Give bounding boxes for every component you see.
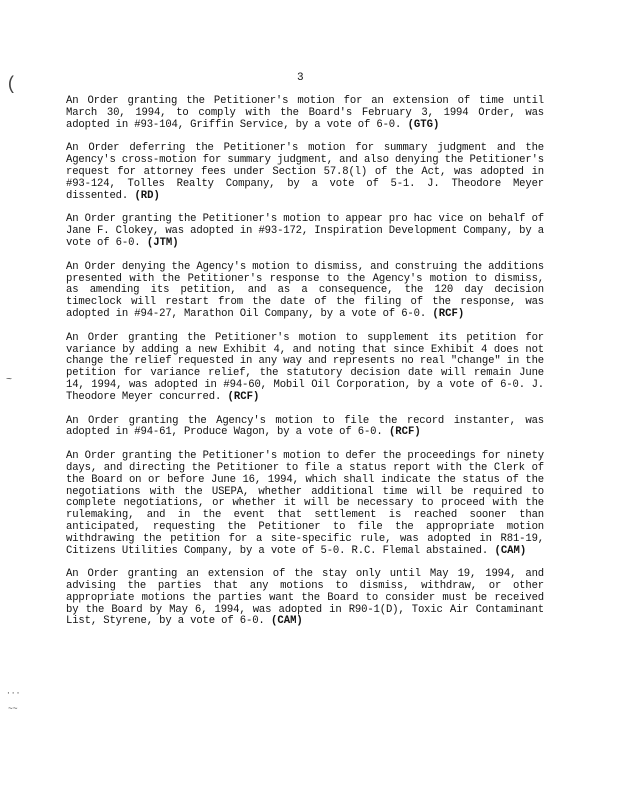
order-initials: (JTM) [146,236,179,249]
order-paragraph [66,416,544,440]
order-text: An Order deferring the Petitioner's motion for summary judgment and the Agency's cross-motion for summary judgment, and also denying the Petitioner's request for attorney fees under Section 57.8(l) of the Act, was adopted in #93-124, Tolles Realty Company, by a vote of 5-1. J. Theodore Meyer dissented. [66,142,544,202]
margin-mark-middle-left: ~ [6,375,13,386]
order-text: An Order granting the Agency's motion to file the record instanter, was adopted in #94-61, Produce Wagon, by a vote of 6-0. [66,414,544,439]
order-initials: (RD) [134,189,160,202]
order-initials: (RCF) [388,426,421,439]
order-initials: (RCF) [432,307,465,320]
order-paragraph [66,451,544,557]
order-text: An Order granting an extension of the stay only until May 19, 1994, and advising the parties that any motions to dismiss, withdraw, or other appropriate motions the parties want the Board to consider must be received by the Board by May 6, 1994, was adopted in R90-1(D), Toxic Air Contaminant List, Styrene, by a vote of 6-0. [66,568,544,628]
order-text: An Order granting the Petitioner's motion to defer the proceedings for ninety days, and directing the Petitioner to file a status report with the Clerk of the Board on or before June 16, 1994, which shall indicate the status of the negotiations with the USEPA, whether additional time will be required to complete negotiations, or whether it will be necessary to proceed with the rulemaking, and in the event that settlement is reached sooner than anticipated, requesting the Petitioner to file the appropriate motion withdrawing the petition for a site-specific rule, was adopted in R81-19, Citizens Utilities Company, by a vote of 5-0. R.C. Flemal abstained. [66,450,544,557]
order-paragraph [66,214,544,249]
order-text: An Order granting the Petitioner's motion to supplement its petition for variance by adding a new Exhibit 4, and noting that since Exhibit 4 does not change the relief requested in any way and represents no real "change" in the petition for variance relief, the statutory decision date will remain June 14, 1994, was adopted in #94-60, Mobil Oil Corporation, by a vote of 6-0. J. Theodore Meyer concurred. [66,331,544,403]
margin-mark-bottom-left-2: ~~ [8,705,18,714]
orders-list [66,96,544,640]
page-number: 3 [297,72,304,84]
order-text: An Order granting the Petitioner's motion for an extension of time until March 30, 1994, to comply with the Board's February 3, 1994 Order, was adopted in #93-104, Griffin Service, by a vote of 6-0. [66,95,544,131]
order-paragraph [66,96,544,131]
order-paragraph [66,333,544,404]
margin-mark-bottom-left: ··· [6,689,21,698]
margin-mark-top-left: ( [6,75,17,95]
order-initials: (CAM) [271,615,303,628]
order-text: An Order granting the Petitioner's motion to appear pro hac vice on behalf of Jane F. Clokey, was adopted in #93-172, Inspiration Development Company, by a vote of 6-0. [66,213,544,249]
order-paragraph [66,569,544,628]
order-initials: (GTG) [407,118,440,131]
order-initials: (RCF) [227,390,260,403]
order-paragraph [66,143,544,202]
order-paragraph [66,262,544,321]
order-initials: (CAM) [494,544,527,557]
order-text: An Order denying the Agency's motion to dismiss, and construing the additions presented with the Petitioner's response to the Agency's motion to dismiss, as amending its petition, and as a consequence, the 120 day decision timeclock will restart from the date of the filing of the response, was adopted in #94-27, Marathon Oil Company, by a vote of 6-0. [66,260,544,320]
